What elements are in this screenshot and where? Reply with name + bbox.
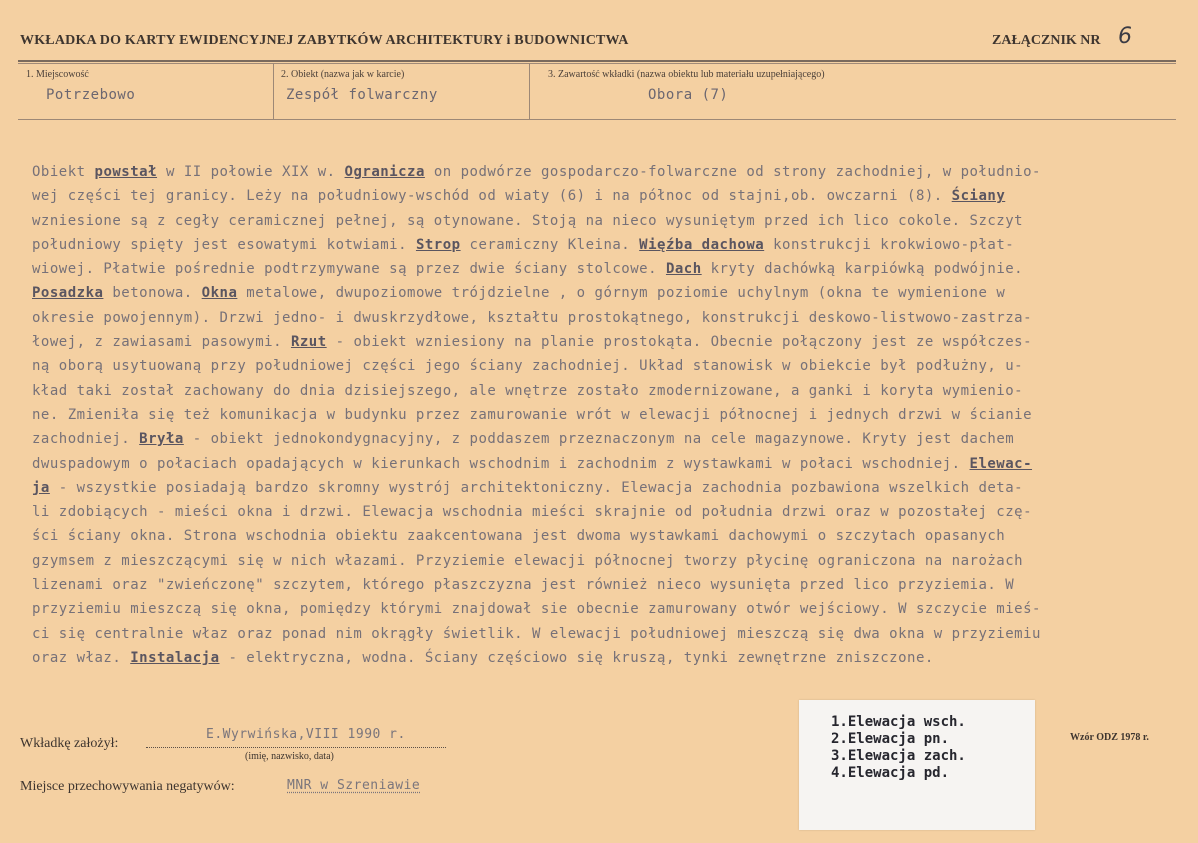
field-divider	[529, 63, 530, 119]
description-segment: łowej, z zawiasami pasowymi.	[32, 334, 291, 351]
description-line	[32, 597, 1182, 621]
description-segment: on podwórze gospodarczo-folwarczne od strony zachodniej, w południo-	[424, 164, 1041, 180]
description-line	[32, 500, 1182, 524]
form-note: Wzór ODZ 1978 r.	[1070, 732, 1149, 743]
field-divider	[273, 63, 274, 119]
description-segment: konstrukcji krokwiowo-płat-	[764, 236, 1015, 253]
description-line	[32, 524, 1182, 548]
description-line	[32, 427, 1182, 451]
description-text	[32, 160, 1182, 670]
description-segment: ci się centralnie właz oraz ponad nim okrągły świetlik. W elewacji południowej mieszczą się dwa okna w przyziemiu	[32, 625, 1041, 642]
description-segment: Obiekt	[32, 164, 95, 180]
description-keyword: Bryła	[139, 431, 184, 448]
description-line	[32, 476, 1182, 500]
description-keyword: Dach	[665, 261, 702, 278]
description-line	[32, 209, 1182, 233]
annex-number: 6	[1118, 24, 1132, 49]
note-item: 3.Elewacja zach.	[831, 748, 966, 764]
note-list	[831, 714, 966, 782]
description-keyword: Elewac-	[969, 455, 1033, 472]
attached-note	[799, 700, 1035, 830]
description-segment: południowy spięty jest esowatymi kotwiami.	[32, 236, 416, 253]
description-keyword: powstał	[94, 164, 158, 180]
description-keyword: Rzut	[290, 334, 327, 351]
description-segment: - wszystkie posiadają bardzo skromny wystrój architektoniczny. Elewacja zachodnia pozbawiona wszelkich deta-	[49, 479, 1024, 496]
description-segment: kład taki został zachowany do dnia dzisiejszego, ale wnętrze zostało zmodernizowane, a ganki i koryta wymienio-	[32, 382, 1024, 399]
content-value: Obora (7)	[648, 87, 729, 103]
description-segment: wej części tej granicy. Leży na południowy-wschód od wiaty (6) i na północ od stajni,ob. owczarni (8).	[32, 188, 952, 205]
description-line	[32, 452, 1182, 476]
description-segment: dwuspadowym o połaciach opadających w kierunkach wschodnim i zachodnim z wystawkami w połaci wschodniej.	[32, 455, 970, 472]
description-line	[32, 330, 1182, 354]
description-line	[32, 160, 1182, 184]
description-line	[32, 622, 1182, 646]
description-keyword: Strop	[415, 236, 461, 253]
description-segment: ne. Zmieniła się też komunikacja w budynku przez zamurowanie wrót w elewacji północnej i jednych drzwi w ścianie	[32, 406, 1033, 423]
note-item: 2.Elewacja pn.	[831, 731, 950, 747]
description-segment: kryty dachówką karpiówką podwójnie.	[701, 261, 1024, 278]
description-segment: ceramiczny Kleina.	[460, 236, 640, 253]
description-segment: gzymsem z mieszczącymi się w nich włazami. Przyziemie elewacji północnej tworzy płycinę ograniczona na narożach	[32, 552, 1024, 569]
founded-dotted-line	[146, 747, 446, 748]
description-line	[32, 257, 1182, 281]
description-line	[32, 354, 1182, 378]
description-segment: w II połowie XIX w.	[157, 164, 345, 180]
description-segment: - obiekt jednokondygnacyjny, z poddaszem przeznaczonym na cele magazynowe. Kryty jest dachem	[183, 431, 1015, 448]
fields-bottom-rule	[18, 119, 1176, 120]
object-label: 2. Obiekt (nazwa jak w karcie)	[281, 69, 405, 80]
header-rule	[18, 60, 1176, 62]
description-line	[32, 403, 1182, 427]
description-keyword: Posadzka	[32, 285, 104, 302]
description-line	[32, 573, 1182, 597]
description-segment: okresie powojennym). Drzwi jedno- i dwuskrzydłowe, kształtu prostokątnego, konstrukcji deskowo-listwowo-zastrza-	[32, 309, 1033, 326]
note-item: 1.Elewacja wsch.	[831, 714, 966, 730]
object-value: Zespół folwarczny	[286, 87, 438, 103]
description-segment: li zdobiących - mieści okna i drzwi. Elewacja wschodnia mieści skrajnie od południa drzwi oraz w pozostałej czę-	[32, 504, 1033, 521]
description-line	[32, 306, 1182, 330]
description-segment: ści ściany okna. Strona wschodnia obiektu zaakcentowana jest dwoma wystawkami dachowymi o szczytach opasanych	[32, 528, 1006, 545]
description-keyword: Ogranicza	[344, 164, 425, 180]
description-segment: betonowa.	[103, 285, 202, 302]
description-keyword: Okna	[201, 285, 238, 302]
description-keyword: ja	[32, 479, 50, 496]
founded-caption: (imię, nazwisko, data)	[245, 751, 334, 762]
description-line	[32, 233, 1182, 257]
description-keyword: Więźba dachowa	[639, 236, 765, 253]
description-line	[32, 379, 1182, 403]
description-segment: metalowe, dwupoziomowe trójdzielne , o górnym poziomie uchylnym (okna te wymienione w	[237, 285, 1006, 302]
founded-value: E.Wyrwińska,VIII 1990 r.	[206, 727, 406, 742]
description-segment: wiowej. Płatwie pośrednie podtrzymywane są przez dwie ściany stolcowe.	[32, 261, 666, 278]
description-segment: wzniesione są z cegły ceramicznej pełnej, są otynowane. Stoją na nieco wysuniętym przed ich lico cokole. Szczyt	[32, 212, 1024, 229]
description-keyword: Ściany	[951, 188, 1006, 205]
description-line	[32, 646, 1182, 670]
content-label: 3. Zawartość wkładki (nazwa obiektu lub materiału uzupełniającego)	[548, 69, 825, 80]
card-title: WKŁADKA DO KARTY EWIDENCYJNEJ ZABYTKÓW ARCHITEKTURY i BUDOWNICTWA	[20, 33, 629, 48]
description-segment: zachodniej.	[32, 431, 140, 448]
description-keyword: Instalacja	[130, 649, 220, 666]
description-segment: lizenami oraz "zwieńczonę" szczytem, którego płaszczyzna jest również nieco wysunięta przed lico przyziemia. W	[32, 577, 1015, 594]
storage-label: Miejsce przechowywania negatywów:	[20, 779, 235, 794]
description-line	[32, 184, 1182, 208]
description-segment: ną oborą usytuowaną przy południowej części jego ściany zachodniej. Układ stanowisk w obiekcie był podłużny, u-	[32, 358, 1024, 375]
note-item: 4.Elewacja pd.	[831, 765, 950, 781]
locality-value: Potrzebowo	[46, 87, 136, 103]
storage-value: MNR w Szreniawie	[287, 778, 421, 793]
description-segment: oraz właz.	[32, 649, 131, 666]
description-segment: przyziemiu mieszczą się okna, pomiędzy którymi znajdował sie obecnie zamurowany otwór wejściowy. W szczycie mieś-	[32, 601, 1041, 618]
description-line	[32, 281, 1182, 305]
description-segment: - obiekt wzniesiony na planie prostokąta. Obecnie połączony jest ze współczes-	[326, 334, 1033, 351]
locality-label: 1. Miejscowość	[26, 69, 89, 80]
header-rule-secondary	[18, 63, 1176, 64]
founded-label: Wkładkę założył:	[20, 736, 119, 751]
annex-label: ZAŁĄCZNIK NR	[992, 33, 1101, 48]
description-segment: - elektryczna, wodna. Ściany częściowo się kruszą, tynki zewnętrzne zniszczone.	[219, 649, 934, 666]
description-line	[32, 549, 1182, 573]
